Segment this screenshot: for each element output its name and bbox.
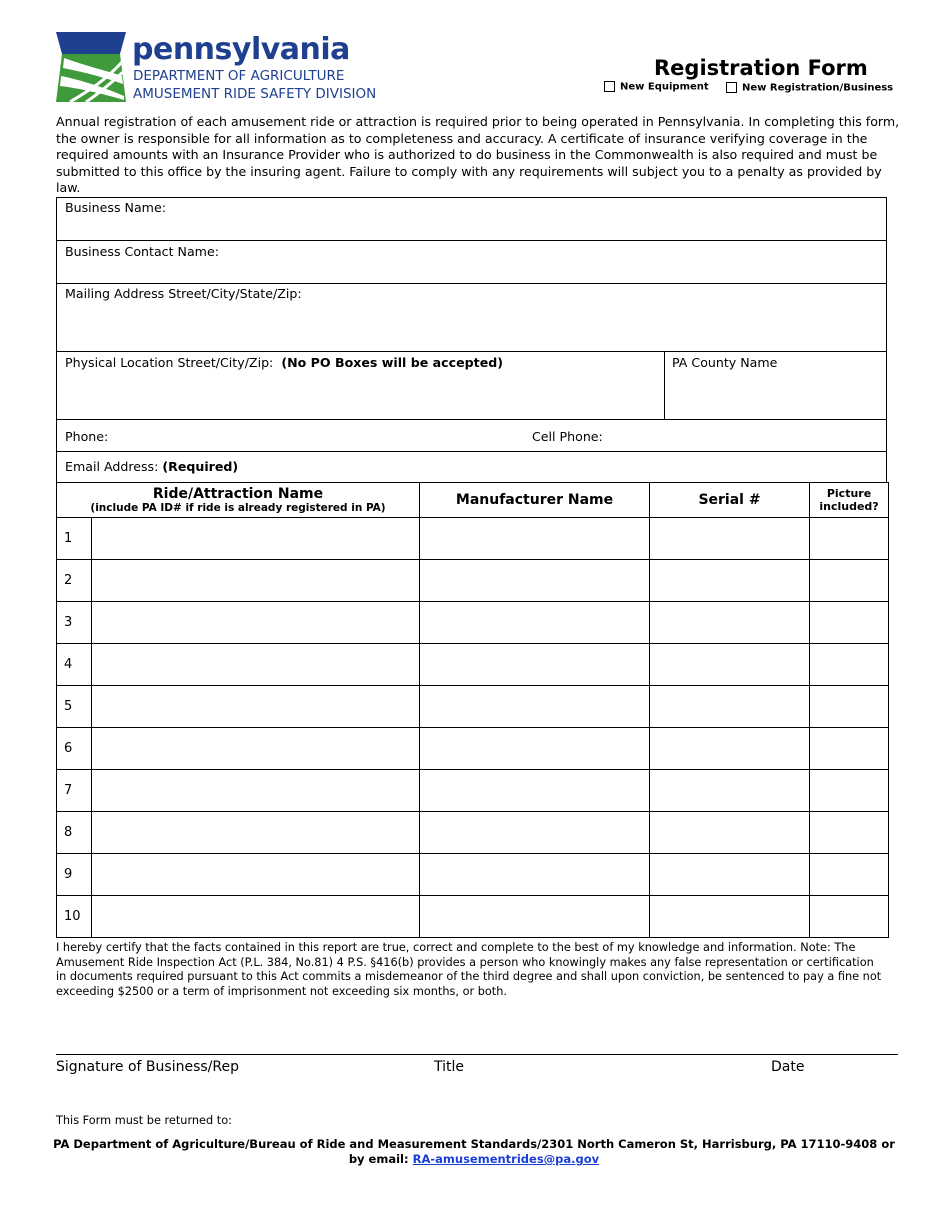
table-row <box>57 812 889 854</box>
email-label <box>65 459 238 474</box>
serial-cell[interactable] <box>650 518 810 560</box>
manufacturer-cell[interactable] <box>420 644 650 686</box>
table-row <box>57 560 889 602</box>
return-address-line: PA Department of Agriculture/Bureau of Ride and Measurement Standards/2301 North Cameron St, Harrisburg, PA 17110-9408 or <box>53 1137 895 1151</box>
mailing-address-field[interactable] <box>56 283 887 352</box>
table-row <box>57 518 889 560</box>
ride-name-cell[interactable] <box>92 560 420 602</box>
logo-department: DEPARTMENT OF AGRICULTURE <box>133 68 345 84</box>
picture-cell[interactable] <box>810 896 889 938</box>
row-number: 6 <box>57 728 92 770</box>
physical-location-text: Physical Location Street/City/Zip: <box>65 355 274 370</box>
ride-name-cell[interactable] <box>92 770 420 812</box>
checkbox-new-equipment[interactable] <box>604 81 709 93</box>
signature-label: Signature of Business/Rep <box>56 1059 239 1075</box>
return-instructions: This Form must be returned to: <box>56 1114 232 1127</box>
ride-name-cell[interactable] <box>92 602 420 644</box>
row-number: 3 <box>57 602 92 644</box>
manufacturer-cell[interactable] <box>420 560 650 602</box>
email-link[interactable]: RA-amusementrides@pa.gov <box>412 1152 600 1166</box>
serial-cell[interactable] <box>650 770 810 812</box>
table-row <box>57 686 889 728</box>
serial-cell[interactable] <box>650 644 810 686</box>
signature-line[interactable] <box>56 1054 343 1055</box>
email-required-note: (Required) <box>162 459 239 474</box>
manufacturer-cell[interactable] <box>420 686 650 728</box>
date-label: Date <box>771 1059 805 1075</box>
business-name-label: Business Name: <box>65 200 166 215</box>
picture-cell[interactable] <box>810 602 889 644</box>
intro-paragraph: Annual registration of each amusement ride or attraction is required prior to being operated in Pennsylvania. In completing this form, the owner is responsible for all information as to completeness and accuracy. A certificate of insurance verifying coverage in the required amounts with an Insurance Provider who is authorized to do business in the Commonwealth is also required and must be submitted to this office by the insuring agent. Failure to comply with any requirements will subject you to a penalty as provided by law. <box>56 114 900 195</box>
table-row <box>57 644 889 686</box>
physical-location-row <box>56 351 887 420</box>
picture-cell[interactable] <box>810 686 889 728</box>
ride-name-cell[interactable] <box>92 686 420 728</box>
business-name-field[interactable] <box>56 197 887 241</box>
form-title: Registration Form <box>654 56 868 80</box>
serial-cell[interactable] <box>650 728 810 770</box>
rides-table <box>56 482 889 938</box>
ride-name-cell[interactable] <box>92 644 420 686</box>
table-row <box>57 854 889 896</box>
row-number: 9 <box>57 854 92 896</box>
manufacturer-cell[interactable] <box>420 518 650 560</box>
table-header-row <box>57 483 889 518</box>
col-ride-note: (include PA ID# if ride is already registered in PA) <box>90 502 386 514</box>
row-number: 8 <box>57 812 92 854</box>
checkbox-label: New Registration/Business <box>742 82 894 94</box>
picture-cell[interactable] <box>810 560 889 602</box>
row-number: 7 <box>57 770 92 812</box>
title-date-line[interactable] <box>343 1054 898 1055</box>
county-label: PA County Name <box>672 355 778 370</box>
phone-row[interactable] <box>56 419 887 452</box>
col-serial-header: Serial # <box>650 483 810 518</box>
by-email-label: by email: <box>348 1152 409 1166</box>
logo-state: pennsylvania <box>132 32 350 67</box>
keystone-logo-icon <box>56 32 126 102</box>
row-number: 1 <box>57 518 92 560</box>
picture-cell[interactable] <box>810 644 889 686</box>
checkbox-label: New Equipment <box>620 81 709 93</box>
picture-cell[interactable] <box>810 728 889 770</box>
business-contact-label: Business Contact Name: <box>65 244 219 259</box>
return-address <box>40 1137 908 1167</box>
physical-location-label <box>65 355 503 370</box>
phone-label: Phone: <box>65 429 109 444</box>
row-number: 2 <box>57 560 92 602</box>
ride-name-cell[interactable] <box>92 728 420 770</box>
serial-cell[interactable] <box>650 896 810 938</box>
title-label: Title <box>434 1059 465 1075</box>
ride-name-cell[interactable] <box>92 854 420 896</box>
manufacturer-cell[interactable] <box>420 770 650 812</box>
return-email-line <box>40 1152 908 1167</box>
email-field[interactable] <box>56 451 887 483</box>
table-row <box>57 770 889 812</box>
table-row <box>57 602 889 644</box>
manufacturer-cell[interactable] <box>420 728 650 770</box>
serial-cell[interactable] <box>650 602 810 644</box>
business-contact-field[interactable] <box>56 240 887 284</box>
manufacturer-cell[interactable] <box>420 812 650 854</box>
manufacturer-cell[interactable] <box>420 854 650 896</box>
col-manufacturer-header: Manufacturer Name <box>420 483 650 518</box>
col-ride-title: Ride/Attraction Name <box>152 486 324 502</box>
serial-cell[interactable] <box>650 560 810 602</box>
ride-name-cell[interactable] <box>92 518 420 560</box>
cell-phone-label: Cell Phone: <box>532 429 603 444</box>
picture-cell[interactable] <box>810 770 889 812</box>
certification-text: I hereby certify that the facts contained in this report are true, correct and complete to the best of my knowledge and information. Note: The Amusement Ride Inspection Act (P.L. 384, No.81) 4 P.S. §416(b) provides a person who knowingly makes any false representation or certification in documents required pursuant to this Act commits a misdemeanor of the third degree and shall upon conviction, be sentenced to pay a fine not exceeding $2500 or a term of imprisonment not exceeding six months, or both. <box>56 941 882 998</box>
divider <box>664 352 665 419</box>
checkbox-new-registration[interactable] <box>726 82 893 94</box>
table-row <box>57 728 889 770</box>
row-number: 4 <box>57 644 92 686</box>
ride-name-cell[interactable] <box>92 896 420 938</box>
physical-location-note: (No PO Boxes will be accepted) <box>281 355 504 370</box>
col-ride-header <box>57 483 420 518</box>
row-number: 10 <box>57 896 92 938</box>
logo-division: AMUSEMENT RIDE SAFETY DIVISION <box>133 86 377 102</box>
manufacturer-cell[interactable] <box>420 896 650 938</box>
serial-cell[interactable] <box>650 812 810 854</box>
manufacturer-cell[interactable] <box>420 602 650 644</box>
serial-cell[interactable] <box>650 854 810 896</box>
checkbox-box[interactable] <box>604 81 615 92</box>
picture-cell[interactable] <box>810 854 889 896</box>
picture-cell[interactable] <box>810 518 889 560</box>
email-text: Email Address: <box>65 459 159 474</box>
row-number: 5 <box>57 686 92 728</box>
checkbox-box[interactable] <box>726 82 737 93</box>
col-picture-header: Picture included? <box>810 483 889 518</box>
table-row <box>57 896 889 938</box>
picture-cell[interactable] <box>810 812 889 854</box>
serial-cell[interactable] <box>650 686 810 728</box>
mailing-address-label: Mailing Address Street/City/State/Zip: <box>65 286 302 301</box>
ride-name-cell[interactable] <box>92 812 420 854</box>
